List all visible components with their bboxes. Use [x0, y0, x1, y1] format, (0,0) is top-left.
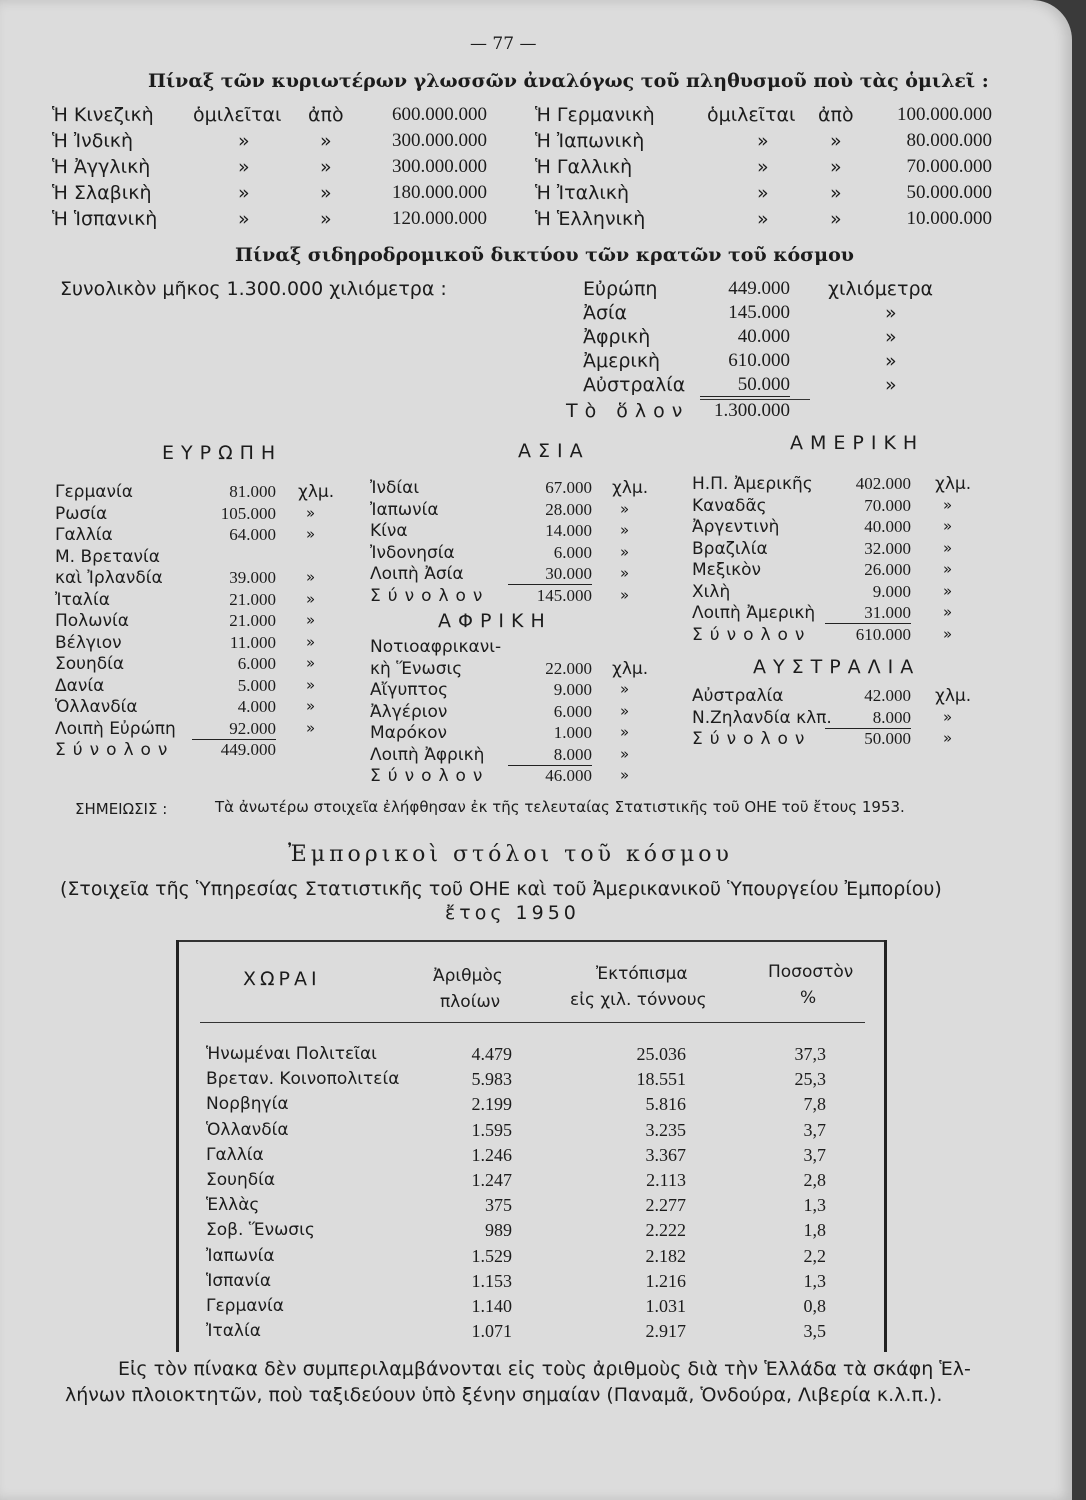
fleet-ships: 5.983 [471, 1069, 512, 1090]
language-speakers: 300.000.000 [392, 130, 487, 151]
ditto-mark: » [830, 130, 842, 152]
america-country: Καναδᾶς [692, 496, 767, 516]
europe-length: 11.000 [229, 633, 276, 652]
europe-length: 92.000 [192, 719, 276, 740]
europe-length: 81.000 [229, 482, 276, 501]
fleet-ships: 1.071 [471, 1321, 512, 1342]
notes-label: ΣΗΜΕΙΩΣΙΣ : [75, 800, 168, 818]
africa-length: 22.000 [545, 659, 592, 678]
europe-country: Ρωσία [55, 504, 108, 524]
language-speakers: 180.000.000 [392, 182, 487, 203]
asia-country: Ἰνδονησία [370, 543, 455, 563]
ditto-mark: » [943, 539, 953, 557]
header-pct-1: Ποσοστὸν [768, 962, 854, 982]
ditto-mark: » [943, 496, 953, 514]
australia-length: 42.000 [864, 686, 911, 705]
fleet-percentage: 3,7 [803, 1144, 826, 1165]
language-name: Ἡ Ἑλληνικὴ [535, 208, 646, 230]
europe-country: Λοιπὴ Εὐρώπη [55, 719, 176, 739]
australia-country: Ν.Ζηλανδία κλπ. [692, 708, 832, 728]
africa-country: Μαρόκον [370, 723, 447, 743]
ditto-mark: » [943, 708, 953, 726]
railway-length: 40.000 [737, 326, 790, 347]
america-title: ΑΜΕΡΙΚΗ [790, 432, 925, 454]
ditto-mark: » [885, 350, 897, 372]
asia-sum-label: Σύνολον [370, 586, 490, 606]
ditto-mark: » [238, 208, 250, 230]
railway-region: Ἀμερικὴ [583, 350, 661, 372]
fleet-tonnage: 2.277 [645, 1195, 686, 1216]
fleet-table-left-border [176, 940, 179, 1352]
asia-length: 14.000 [545, 521, 592, 540]
fleet-percentage: 25,3 [794, 1069, 826, 1090]
fleet-country: Γερμανία [206, 1296, 284, 1316]
fleet-percentage: 3,7 [803, 1119, 826, 1140]
fleet-country: Σουηδία [206, 1170, 276, 1190]
unit-label: χλμ. [935, 686, 972, 706]
railway-sum-label: Τὸ ὅλον [566, 400, 690, 422]
fleet-percentage: 1,3 [803, 1270, 826, 1291]
fleet-country: Ὁλλανδία [206, 1119, 289, 1140]
fleet-tonnage: 3.235 [645, 1119, 686, 1140]
fleet-ships: 4.479 [471, 1044, 512, 1064]
asia-sum-value: 145.000 [536, 586, 592, 605]
railway-sum-value: 1.300.000 [714, 400, 790, 421]
ditto-mark: » [306, 654, 316, 672]
america-country: Ἀργεντινὴ [692, 517, 780, 537]
ditto-mark: » [320, 156, 332, 178]
africa-sum-value: 46.000 [545, 766, 592, 785]
australia-sum-label: Σύνολον [692, 729, 812, 749]
ditto-mark: » [620, 500, 630, 518]
ditto-mark: » [757, 208, 769, 230]
from-word: ἀπὸ [308, 104, 344, 126]
ditto-mark: » [620, 564, 630, 582]
asia-title: ΑΣΙΑ [518, 440, 590, 462]
railway-region: Ἀφρικὴ [583, 326, 651, 348]
language-speakers: 120.000.000 [392, 208, 487, 229]
africa-length: 9.000 [553, 680, 592, 699]
america-country: Χιλὴ [692, 582, 731, 602]
ditto-mark: » [306, 633, 316, 651]
fleet-ships: 2.199 [471, 1094, 512, 1115]
ditto-mark: » [306, 676, 316, 694]
ditto-mark: » [620, 766, 630, 784]
ditto-mark: » [885, 326, 897, 348]
asia-country: Λοιπὴ Ἀσία [370, 564, 464, 584]
asia-country: Κίνα [370, 521, 408, 541]
africa-country: Ἀλγέριον [370, 702, 448, 722]
railway-length: 610.000 [728, 350, 790, 371]
america-length: 32.000 [864, 539, 911, 558]
ditto-mark: » [306, 525, 316, 543]
fleet-country: Ἰαπωνία [206, 1245, 275, 1266]
fleets-year: ἔτος 1950 [445, 902, 580, 924]
africa-length: 8.000 [508, 745, 592, 766]
language-speakers: 300.000.000 [392, 156, 487, 177]
fleet-percentage: 3,5 [803, 1321, 826, 1342]
language-speakers: 70.000.000 [906, 156, 992, 177]
europe-country: Μ. Βρετανία [55, 547, 161, 567]
fleet-table-top-rule [176, 940, 886, 942]
ditto-mark: » [238, 130, 250, 152]
language-name: Ἡ Ἱσπανικὴ [52, 208, 158, 230]
from-word: ἀπὸ [818, 104, 854, 126]
fleet-tonnage: 3.367 [645, 1144, 686, 1165]
ditto-mark: » [238, 156, 250, 178]
ditto-mark: » [757, 182, 769, 204]
ditto-mark: » [320, 182, 332, 204]
ditto-mark: » [830, 208, 842, 230]
africa-title: ΑΦΡΙΚΗ [438, 610, 552, 632]
australia-sum-value: 50.000 [864, 729, 911, 748]
ditto-mark: » [620, 702, 630, 720]
ditto-mark: » [306, 719, 316, 737]
fleet-tonnage: 18.551 [636, 1069, 686, 1090]
asia-country: Ἰαπωνία [370, 500, 439, 520]
railway-sum-rule [700, 399, 810, 400]
australia-length: 8.000 [825, 708, 911, 729]
america-length: 402.000 [855, 474, 911, 493]
unit-label: χλμ. [612, 659, 649, 679]
ditto-mark: » [306, 697, 316, 715]
australia-country: Αὐστραλία [692, 686, 784, 706]
language-name: Ἡ Ἰνδικὴ [52, 130, 134, 152]
fleet-header-rule [200, 1022, 865, 1023]
language-speakers: 50.000.000 [906, 182, 992, 203]
railway-region: Αὐστραλία [583, 374, 686, 396]
africa-length: 1.000 [553, 723, 592, 742]
europe-country: Ἰταλία [55, 590, 110, 610]
america-length: 31.000 [825, 603, 911, 624]
fleet-tonnage: 2.182 [645, 1245, 686, 1266]
europe-length: 64.000 [229, 525, 276, 544]
fleet-ships: 1.246 [471, 1144, 512, 1165]
page-number: — 77 — [470, 34, 537, 54]
railway-length: 50.000 [700, 374, 790, 397]
language-speakers: 600.000.000 [392, 104, 487, 125]
ditto-mark: » [620, 543, 630, 561]
railway-region: Ἀσία [583, 302, 627, 324]
fleet-ships: 989 [485, 1220, 512, 1241]
america-country: Η.Π. Ἀμερικῆς [692, 474, 813, 494]
railway-region: Εὐρώπη [583, 278, 658, 300]
america-length: 70.000 [864, 496, 911, 515]
europe-country: Πολωνία [55, 611, 129, 631]
europe-sum-label: Σύνολον [55, 740, 175, 760]
ditto-mark: » [620, 680, 630, 698]
fleet-percentage: 2,8 [803, 1170, 826, 1190]
fleet-country: Ἡνωμέναι Πολιτεῖαι [206, 1044, 377, 1064]
railways-title: Πίναξ σιδηροδρομικοῦ δικτύου τῶν κρατῶν τοῦ κόσμου [235, 244, 854, 266]
europe-country: Γερμανία [55, 482, 133, 502]
unit-label: χλμ. [612, 478, 649, 498]
ditto-mark: » [757, 156, 769, 178]
ditto-mark: » [943, 625, 953, 643]
fleet-percentage: 1,8 [803, 1220, 826, 1241]
ditto-mark: » [885, 302, 897, 324]
ditto-mark: » [620, 723, 630, 741]
europe-length: 5.000 [237, 676, 276, 695]
europe-country: καὶ Ἰρλανδία [55, 568, 163, 588]
africa-country: κὴ Ἕνωσις [370, 659, 463, 679]
ditto-mark: » [885, 374, 897, 396]
ditto-mark: » [943, 729, 953, 747]
europe-length: 21.000 [229, 590, 276, 609]
ditto-mark: » [620, 586, 630, 604]
fleet-tonnage: 1.031 [645, 1296, 686, 1316]
america-length: 40.000 [864, 517, 911, 536]
header-country: ΧΩΡΑΙ [243, 968, 321, 990]
africa-country: Λοιπὴ Ἀφρικὴ [370, 745, 485, 765]
asia-length: 28.000 [545, 500, 592, 519]
fleet-tonnage: 5.816 [645, 1094, 686, 1115]
fleets-source: (Στοιχεῖα τῆς Ὑπηρεσίας Στατιστικῆς τοῦ ΟΗΕ καὶ τοῦ Ἀμερικανικοῦ Ὑπουργείου Ἐμπορίου) [60, 878, 942, 900]
africa-sum-label: Σύνολον [370, 766, 490, 786]
america-country: Λοιπὴ Ἀμερικὴ [692, 603, 816, 623]
fleet-ships: 1.247 [471, 1170, 512, 1190]
fleet-tonnage: 25.036 [636, 1044, 686, 1064]
europe-country: Γαλλία [55, 525, 113, 545]
ditto-mark: » [306, 611, 316, 629]
america-length: 9.000 [872, 582, 911, 601]
europe-sum-value: 449.000 [220, 740, 276, 759]
ditto-mark: » [830, 182, 842, 204]
fleet-country: Ἰταλία [206, 1321, 261, 1342]
ditto-mark: » [306, 590, 316, 608]
fleet-ships: 1.140 [471, 1296, 512, 1316]
america-country: Μεξικὸν [692, 560, 762, 580]
europe-country: Βέλγιον [55, 633, 122, 653]
fleet-country: Ἱσπανία [206, 1270, 272, 1291]
ditto-mark: » [943, 560, 953, 578]
ditto-mark: » [320, 208, 332, 230]
america-sum-value: 610.000 [855, 625, 911, 644]
america-country: Βραζιλία [692, 539, 768, 559]
fleet-percentage: 7,8 [803, 1094, 826, 1115]
fleet-country: Σοβ. Ἕνωσις [206, 1220, 315, 1241]
fleet-country: Γαλλία [206, 1144, 264, 1165]
unit-label: χλμ. [298, 482, 335, 502]
fleet-country: Ἑλλὰς [206, 1195, 260, 1216]
asia-length: 30.000 [508, 564, 592, 585]
notes-text: Τὰ ἀνωτέρω στοιχεῖα ἐλήφθησαν ἐκ τῆς τελευταίας Στατιστικῆς τοῦ ΟΗΕ τοῦ ἔτους 1953. [215, 798, 905, 816]
fleet-footnote-line-2: λήνων πλοιοκτητῶν, ποὺ ταξιδεύουν ὑπὸ ξένην σημαίαν (Παναμᾶ, Ὁνδούρα, Λιβερία κ.λ.π.). [65, 1384, 943, 1406]
ditto-mark: » [320, 130, 332, 152]
header-tonnage-1: Ἐκτόπισμα [596, 964, 688, 984]
ditto-mark: » [306, 504, 316, 522]
header-tonnage-2: εἰς χιλ. τόννους [570, 990, 707, 1010]
fleet-table-right-border [884, 940, 887, 1352]
ditto-mark: » [620, 745, 630, 763]
ditto-mark: » [306, 568, 316, 586]
europe-length: 105.000 [220, 504, 276, 523]
fleet-percentage: 2,2 [803, 1245, 826, 1266]
ditto-mark: » [943, 603, 953, 621]
language-speakers: 100.000.000 [897, 104, 992, 125]
fleet-ships: 1.595 [471, 1119, 512, 1140]
africa-length: 6.000 [553, 702, 592, 721]
railway-unit: χιλιόμετρα [828, 278, 934, 300]
asia-country: Ἰνδίαι [370, 478, 420, 498]
spoken-phrase: ὁμιλεῖται [193, 104, 282, 126]
header-pct-2: % [800, 988, 817, 1008]
language-name: Ἡ Γαλλικὴ [535, 156, 633, 178]
america-length: 26.000 [864, 560, 911, 579]
language-name: Ἡ Γερμανικὴ [535, 104, 655, 126]
languages-title: Πίναξ τῶν κυριωτέρων γλωσσῶν ἀναλόγως τοῦ πληθυσμοῦ ποὺ τὰς ὁμιλεῖ : [148, 70, 989, 92]
fleet-footnote-line-1: Εἰς τὸν πίνακα δὲν συμπεριλαμβάνονται εἰς τοὺς ἀριθμοὺς διὰ τὴν Ἑλλάδα τὰ σκάφη Ἑλ- [118, 1358, 971, 1380]
europe-length: 4.000 [237, 697, 276, 716]
language-name: Ἡ Ἰταλικὴ [535, 182, 630, 204]
fleet-country: Βρεταν. Κοινοπολιτεία [206, 1069, 400, 1090]
fleet-ships: 375 [485, 1195, 512, 1216]
fleet-percentage: 1,3 [803, 1195, 826, 1216]
europe-title: ΕΥΡΩΠΗ [162, 442, 283, 464]
spoken-phrase: ὁμιλεῖται [707, 104, 796, 126]
language-name: Ἡ Κινεζικὴ [52, 104, 154, 126]
header-ships-1: Ἀριθμὸς [433, 966, 503, 986]
ditto-mark: » [757, 130, 769, 152]
europe-country: Σουηδία [55, 654, 125, 674]
fleet-tonnage: 2.222 [645, 1220, 686, 1241]
ditto-mark: » [620, 521, 630, 539]
africa-country: Νοτιοαφρικανι- [370, 637, 502, 657]
ditto-mark: » [830, 156, 842, 178]
railway-length: 145.000 [728, 302, 790, 323]
america-sum-label: Σύνολον [692, 625, 812, 645]
fleet-tonnage: 2.917 [645, 1321, 686, 1342]
ditto-mark: » [943, 517, 953, 535]
fleet-ships: 1.529 [471, 1245, 512, 1266]
europe-country: Ὁλλανδία [55, 697, 138, 717]
fleet-tonnage: 2.113 [646, 1170, 686, 1190]
ditto-mark: » [238, 182, 250, 204]
language-speakers: 10.000.000 [906, 208, 992, 229]
europe-country: Δανία [55, 676, 105, 696]
ditto-mark: » [943, 582, 953, 600]
europe-length: 6.000 [237, 654, 276, 673]
fleet-tonnage: 1.216 [645, 1270, 686, 1291]
fleet-percentage: 37,3 [794, 1044, 826, 1064]
europe-length: 39.000 [229, 568, 276, 587]
unit-label: χλμ. [935, 474, 972, 494]
australia-title: ΑΥΣΤΡΑΛΙΑ [753, 656, 921, 678]
railways-total-label: Συνολικὸν μῆκος 1.300.000 χιλιόμετρα : [60, 278, 447, 300]
railway-length: 449.000 [728, 278, 790, 299]
europe-length: 21.000 [229, 611, 276, 630]
language-speakers: 80.000.000 [906, 130, 992, 151]
asia-length: 6.000 [553, 543, 592, 562]
fleet-country: Νορβηγία [206, 1094, 289, 1115]
language-name: Ἡ Ἀγγλικὴ [52, 156, 151, 178]
asia-length: 67.000 [545, 478, 592, 497]
africa-country: Αἴγυπτος [370, 680, 449, 700]
fleets-title: Ἐμπορικοὶ στόλοι τοῦ κόσμου [288, 842, 733, 867]
fleet-percentage: 0,8 [803, 1296, 826, 1316]
language-name: Ἡ Σλαβικὴ [52, 182, 152, 204]
fleet-ships: 1.153 [471, 1270, 512, 1291]
language-name: Ἡ Ἰαπωνικὴ [535, 130, 645, 152]
header-ships-2: πλοίων [440, 992, 501, 1012]
